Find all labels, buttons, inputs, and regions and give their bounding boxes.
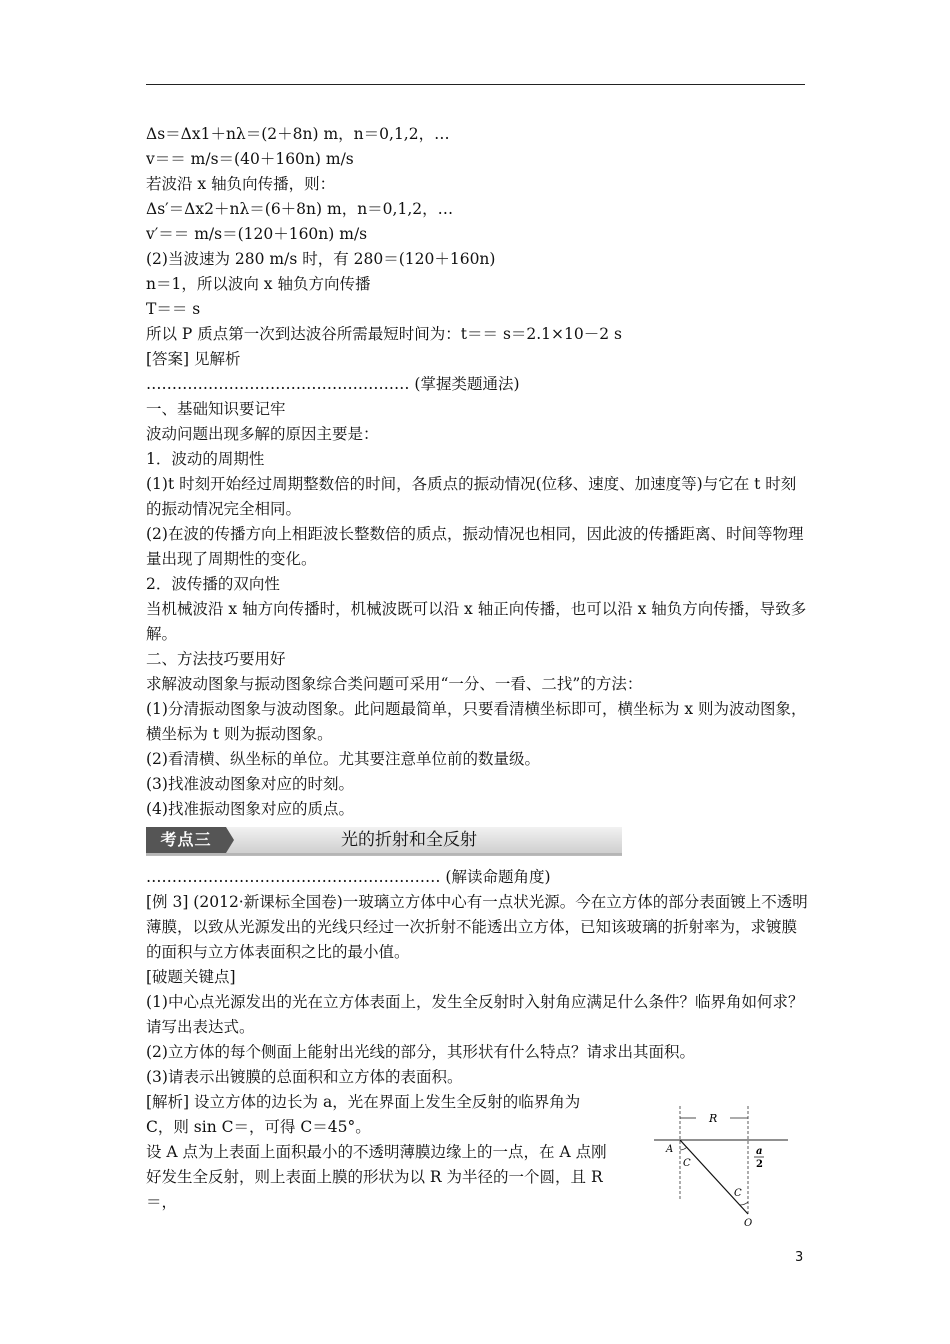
label-a: A — [666, 1144, 674, 1155]
text-line: (4)找准振动图象对应的质点。 — [146, 800, 354, 818]
section-heading: 二、方法技巧要用好 — [146, 650, 286, 668]
paragraph: (1)t 时刻开始经过周期整数倍的时间，各质点的振动情况(位移、速度、加速度等)与它在 t 时刻的振动情况完全相同。 — [146, 475, 797, 518]
angle-arc-a — [680, 1147, 687, 1150]
text-line: 所以 P 质点第一次到达波谷所需最短时间为：t＝＝ s＝2.1×10－2 s — [146, 325, 622, 343]
text-line: 设 A 点为上表面上面积最小的不透明薄膜边缘上的一点，在 A 点刚 — [146, 1143, 607, 1161]
text-line: ＝， — [146, 1193, 178, 1211]
example-problem: [例 3] (2012·新课标全国卷)一玻璃立方体中心有一点状光源。今在立方体的部分表面镀上不透明薄膜，以致从光源发出的光线只经过一次折射不能透出立方体，已知该玻璃的折射率为，求镀膜的面积与立方体表面积之比的最小值。 — [146, 893, 808, 961]
subheading: 2．波传播的双向性 — [146, 575, 280, 593]
banner-underline — [146, 855, 622, 856]
text-line: Δs＝Δx1＋nλ＝(2＋8n) m，n＝0,1,2，… — [146, 125, 450, 143]
paragraph: (2)在波的传播方向上相距波长整数倍的质点，振动情况也相同，因此波的传播距离、时间等物理量出现了周期性的变化。 — [146, 525, 804, 568]
page-number: 3 — [795, 1250, 804, 1265]
subheading: 1．波动的周期性 — [146, 450, 265, 468]
paragraph: (1)中心点光源发出的光在立方体表面上，发生全反射时入射角应满足什么条件？临界角如何求？请写出表达式。 — [146, 993, 804, 1036]
section-heading: 一、基础知识要记牢 — [146, 400, 286, 418]
label-c-bottom: C — [734, 1188, 742, 1199]
subheading: [破题关键点] — [146, 968, 236, 986]
text-line: C，则 sin C＝，可得 C＝45°。 — [146, 1118, 371, 1136]
label-a-denominator: 2 — [756, 1159, 763, 1170]
text-line: (2)立方体的每个侧面上能射出光线的部分，其形状有什么特点？请求出其面积。 — [146, 1043, 695, 1061]
text-line: (3)请表示出镀膜的总面积和立方体的表面积。 — [146, 1068, 463, 1086]
label-c-top: C — [683, 1158, 691, 1169]
paragraph: 当机械波沿 x 轴方向传播时，机械波既可以沿 x 轴正向传播，也可以沿 x 轴负方向传播，导致多解。 — [146, 600, 807, 643]
text-line: n＝1，所以波向 x 轴负方向传播 — [146, 275, 371, 293]
label-o: O — [744, 1218, 753, 1228]
angle-arc-o — [740, 1202, 748, 1205]
light-ray — [680, 1140, 748, 1214]
topic-banner — [146, 825, 622, 859]
text-line: 若波沿 x 轴负向传播，则： — [146, 175, 336, 193]
banner-tag: 考点三 — [146, 827, 226, 853]
text-line: v′＝＝ m/s＝(120＋160n) m/s — [146, 225, 368, 243]
text-line: 好发生全反射，则上表面上膜的形状为以 R 为半径的一个圆，且 R — [146, 1168, 603, 1186]
text-line: (2)看清横、纵坐标的单位。尤其要注意单位前的数量级。 — [146, 750, 540, 768]
text-line: 求解波动图象与振动图象综合类问题可采用“一分、一看、二找”的方法： — [146, 675, 643, 693]
label-r: R — [709, 1112, 718, 1125]
page-body — [146, 122, 808, 1215]
section-divider: …………………………………………… (掌握类题通法) — [146, 375, 520, 393]
paragraph: (1)分清振动图象与波动图象。此问题最简单，只要看清横坐标即可，横坐标为 x 则为波动图象，横坐标为 t 则为振动图象。 — [146, 700, 807, 743]
banner-tag-arrow — [226, 827, 234, 853]
header-rule — [146, 84, 805, 85]
answer-line: [答案] 见解析 — [146, 350, 241, 368]
text-line: 波动问题出现多解的原因主要是： — [146, 425, 379, 443]
text-line: T＝＝ s — [146, 300, 201, 318]
text-line: (3)找准波动图象对应的时刻。 — [146, 775, 354, 793]
text-line: v＝＝ m/s＝(40＋160n) m/s — [146, 150, 354, 168]
refraction-diagram — [652, 1104, 792, 1228]
text-line: [解析] 设立方体的边长为 a，光在界面上发生全反射的临界角为 — [146, 1093, 581, 1111]
text-line: (2)当波速为 280 m/s 时，有 280＝(120＋160n) — [146, 250, 496, 268]
banner-title: 光的折射和全反射 — [341, 830, 477, 850]
label-a-numerator: a — [756, 1146, 763, 1157]
section-divider: ………………………………………………… (解读命题角度) — [146, 868, 551, 886]
text-line: Δs′＝Δx2＋nλ＝(6＋8n) m，n＝0,1,2，… — [146, 200, 454, 218]
